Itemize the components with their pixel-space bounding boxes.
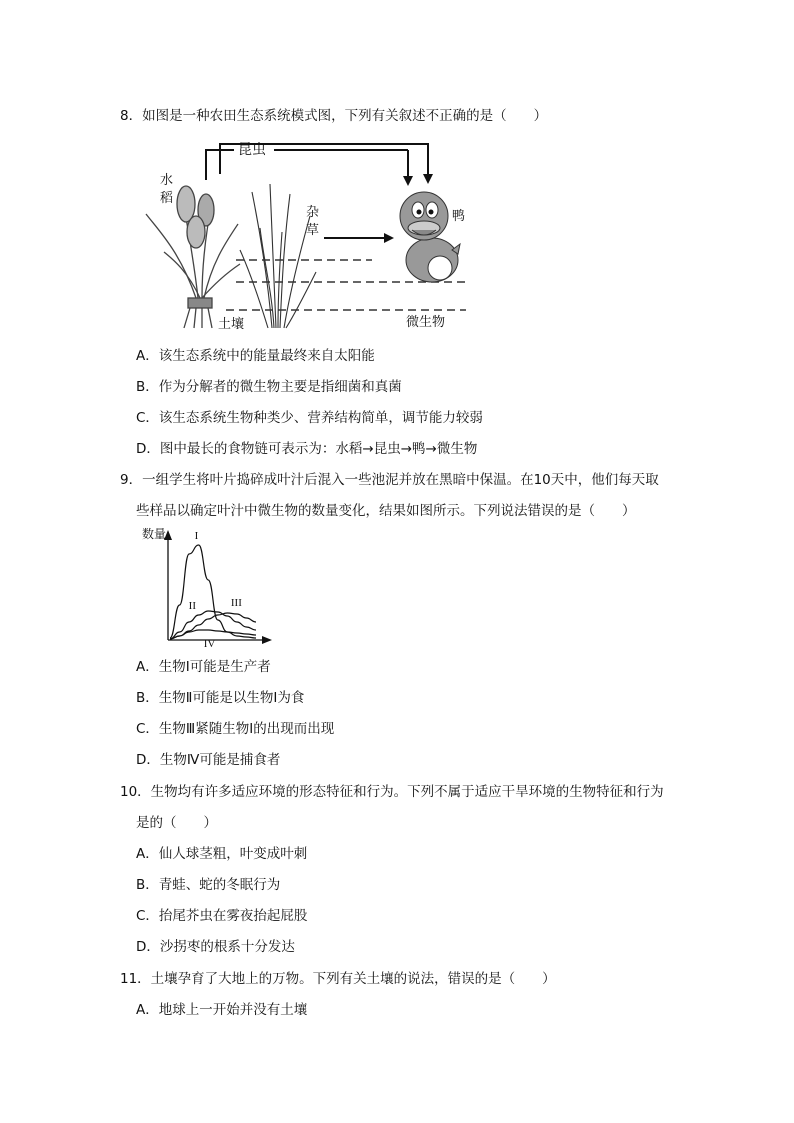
series-III-label: III xyxy=(230,597,242,609)
duck-drawing xyxy=(400,192,460,282)
arrow-head-1 xyxy=(423,174,433,184)
question-10-stem-line2: 是的（ ） xyxy=(136,815,217,831)
q10-option-c: C．抬尾芥虫在雾夜抬起屁股 xyxy=(136,908,308,924)
question-10-stem-line1: 10．生物均有许多适应环境的形态特征和行为。下列不属于适应干旱环境的生物特征和行为 xyxy=(120,784,664,800)
question-8-stem: 8．如图是一种农田生态系统模式图，下列有关叙述不正确的是（ ） xyxy=(120,108,548,124)
label-rice-1: 水 xyxy=(160,172,174,187)
q9-option-c: C．生物Ⅲ紧随生物Ⅰ的出现而出现 xyxy=(136,721,335,737)
label-insect: 昆虫 xyxy=(238,141,266,157)
q9-option-a: A．生物Ⅰ可能是生产者 xyxy=(136,659,271,675)
series-IV-label: IV xyxy=(203,638,216,648)
chart-ylabel: 数量 xyxy=(142,527,167,541)
q8-option-a: A．该生态系统中的能量最终来自太阳能 xyxy=(136,348,375,364)
q10-option-a: A．仙人球茎粗，叶变成叶刺 xyxy=(136,846,308,862)
q9-option-d: D．生物Ⅳ可能是捕食者 xyxy=(136,752,281,768)
label-rice-2: 稻 xyxy=(160,190,174,205)
q8-option-c: C．该生态系统生物种类少、营养结构简单，调节能力较弱 xyxy=(136,410,483,426)
label-weed-1: 杂 xyxy=(306,204,320,219)
label-soil: 土壤 xyxy=(218,316,245,331)
microbe-count-chart xyxy=(140,522,280,648)
q9-option-b: B．生物Ⅱ可能是以生物Ⅰ为食 xyxy=(136,690,305,706)
question-9-stem-line1: 9．一组学生将叶片捣碎成叶汁后混入一些池泥并放在黑暗中保温。在10天中，他们每天取 xyxy=(120,472,659,488)
q10-option-b: B．青蛙、蛇的冬眠行为 xyxy=(136,877,281,893)
q8-option-b: B．作为分解者的微生物主要是指细菌和真菌 xyxy=(136,379,402,395)
arrow-head-2 xyxy=(403,176,413,186)
q8-option-d: D．图中最长的食物链可表示为：水稻→昆虫→鸭→微生物 xyxy=(136,441,478,457)
label-microbe: 微生物 xyxy=(406,314,446,329)
series-I-label: I xyxy=(194,530,199,542)
label-duck: 鸭 xyxy=(452,208,466,223)
rice-plant-drawing xyxy=(146,186,240,328)
series-I-line xyxy=(170,545,256,638)
farmland-ecosystem-figure xyxy=(140,132,480,332)
label-weed-2: 草 xyxy=(306,222,320,237)
series-II-label: II xyxy=(188,600,196,612)
weed-drawing xyxy=(240,184,316,328)
q10-option-d: D．沙拐枣的根系十分发达 xyxy=(136,939,295,955)
question-9-stem-line2: 些样品以确定叶汁中微生物的数量变化，结果如图所示。下列说法错误的是（ ） xyxy=(136,503,636,519)
weed-arrow-head xyxy=(384,233,394,243)
question-11-stem: 11．土壤孕育了大地上的万物。下列有关土壤的说法，错误的是（ ） xyxy=(120,971,556,987)
q11-option-a: A．地球上一开始并没有土壤 xyxy=(136,1002,308,1018)
